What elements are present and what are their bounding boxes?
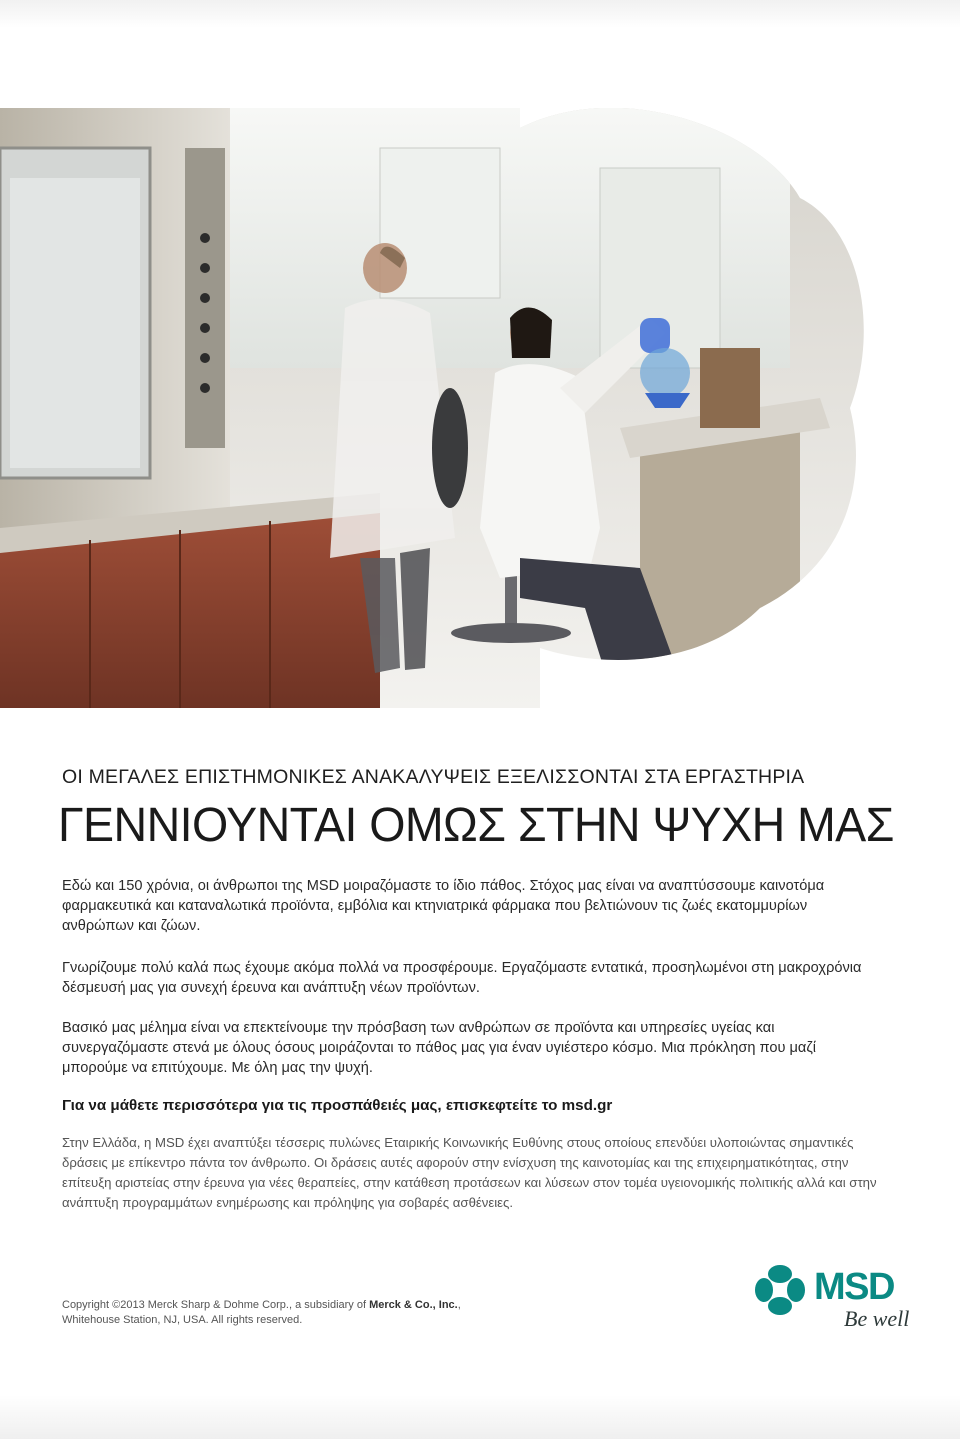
- msd-tagline: Be well: [844, 1306, 910, 1331]
- msd-logo: [752, 1262, 922, 1334]
- copyright-line1-prefix: Copyright ©2013 Merck Sharp & Dohme Corp., a subsidiary of: [62, 1299, 370, 1311]
- msd-wordmark: MSD: [814, 1266, 894, 1308]
- page-top-shade: [0, 0, 960, 28]
- csr-paragraph: Στην Ελλάδα, η MSD έχει αναπτύξει τέσσερις πυλώνες Εταιρικής Κοινωνικής Ευθύνης στους οποίους επενδύει υλοποιώντας σημαντικές δράσεις με επίκεντρο πάντα τον άνθρωπο. Οι δράσεις αυτές αφορούν στην ενίσχυση της καινοτομίας και της επιχειρηματικότητας, στην επίτευξη αριστείας στην έρευνα για νέες θεραπείες, στην κατάθεση προτάσεων και λύσεων στον τομέα υγειονομικής πολιτικής αλλά και στην ανάπτυξη προγραμμάτων ενημέρωσης και πρόληψης για σοβαρές ασθένειες.: [62, 1135, 877, 1210]
- headline: ΓΕΝΝΙΟΥΝΤΑΙ ΟΜΩΣ ΣΤΗΝ ΨΥΧΗ ΜΑΣ: [58, 799, 894, 852]
- copyright-notice: [62, 1298, 582, 1328]
- kicker-heading: ΟΙ ΜΕΓΑΛΕΣ ΕΠΙΣΤΗΜΟΝΙΚΕΣ ΑΝΑΚΑΛΥΨΕΙΣ ΕΞΕΛΙΣΣΟΝΤΑΙ ΣΤΑ ΕΡΓΑΣΤΗΡΙΑ: [62, 766, 805, 788]
- copyright-line1-suffix: ,: [457, 1299, 461, 1311]
- hero-laboratory-photo: [0, 108, 960, 708]
- copyright-company: Merck & Co., Inc.: [369, 1299, 458, 1311]
- body-paragraph-3: Βασικό μας μέλημα είναι να επεκτείνουμε την πρόσβαση των ανθρώπων σε προϊόντα και υπηρεσίες υγείας και συνεργαζόμαστε στενά με όλους όσους μοιράζονται το πάθος μας για έναν υγιέστερο κόσμο. Μια πρόκληση που μαζί μπορούμε να επιτύχουμε. Με όλη μας την ψυχή.: [62, 1020, 817, 1076]
- body-paragraph-2: Γνωρίζουμε πολύ καλά πως έχουμε ακόμα πολλά να προσφέρουμε. Εργαζόμαστε εντατικά, προσηλωμένοι στη μακροχρόνια δέσμευσή μας για συνεχή έρευνα και ανάπτυξη νέων προϊόντων.: [62, 960, 862, 996]
- msd-logo-mark-icon: [752, 1262, 808, 1318]
- page-bottom-shade: [0, 1395, 960, 1439]
- body-paragraph-1: Εδώ και 150 χρόνια, οι άνθρωποι της MSD μοιραζόμαστε το ίδιο πάθος. Στόχος μας είναι να αναπτύσσουμε καινοτόμα φαρμακευτικά και καταναλωτικά προϊόντα, εμβόλια και κτηνιατρικά φάρμακα που βελτιώνουν τις ζωές εκατομμυρίων ανθρώπων και ζώων.: [62, 878, 825, 934]
- copyright-line2: Whitehouse Station, NJ, USA. All rights reserved.: [62, 1314, 303, 1326]
- call-to-action-text: Για να μάθετε περισσότερα για τις προσπάθειές μας, επισκεφτείτε το msd.gr: [62, 1097, 613, 1114]
- laboratory-photo-illustration: [0, 108, 960, 708]
